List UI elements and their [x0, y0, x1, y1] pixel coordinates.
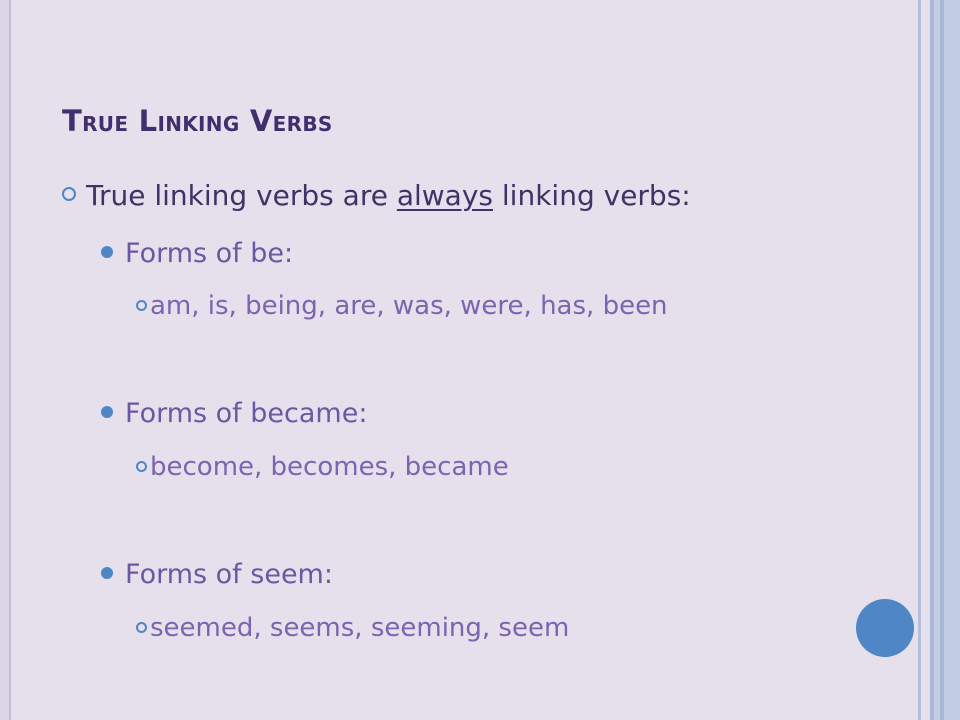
filled-circle-icon — [101, 406, 113, 418]
right-frame-stripe — [944, 0, 960, 720]
group-items-seem — [136, 613, 569, 643]
hollow-circle-icon — [62, 187, 76, 201]
intro-emphasis: always — [396, 179, 493, 212]
intro-text-after: linking verbs: — [493, 179, 691, 212]
group-items-text: seemed, seems, seeming, seem — [150, 613, 570, 643]
small-hollow-circle-icon — [136, 461, 147, 472]
blue-circle-decoration — [856, 599, 914, 657]
group-items-became — [136, 452, 509, 482]
right-frame-stripe — [921, 0, 930, 720]
small-hollow-circle-icon — [136, 622, 147, 633]
group-heading-label: Forms of seem: — [125, 559, 333, 590]
group-heading-label: Forms of became: — [125, 398, 368, 429]
group-heading-seem — [101, 559, 333, 590]
group-heading-be — [101, 238, 293, 269]
intro-text-before: True linking verbs are — [86, 179, 397, 212]
intro-bullet — [62, 179, 691, 212]
group-heading-label: Forms of be: — [125, 238, 294, 269]
small-hollow-circle-icon — [136, 300, 147, 311]
group-items-text: become, becomes, became — [150, 452, 509, 482]
filled-circle-icon — [101, 567, 113, 579]
slide-title: True Linking Verbs — [62, 104, 333, 138]
filled-circle-icon — [101, 246, 113, 258]
group-items-text: am, is, being, are, was, were, has, been — [150, 291, 668, 321]
group-items-be — [136, 291, 668, 321]
group-heading-became — [101, 398, 367, 429]
left-edge-border — [0, 0, 11, 720]
